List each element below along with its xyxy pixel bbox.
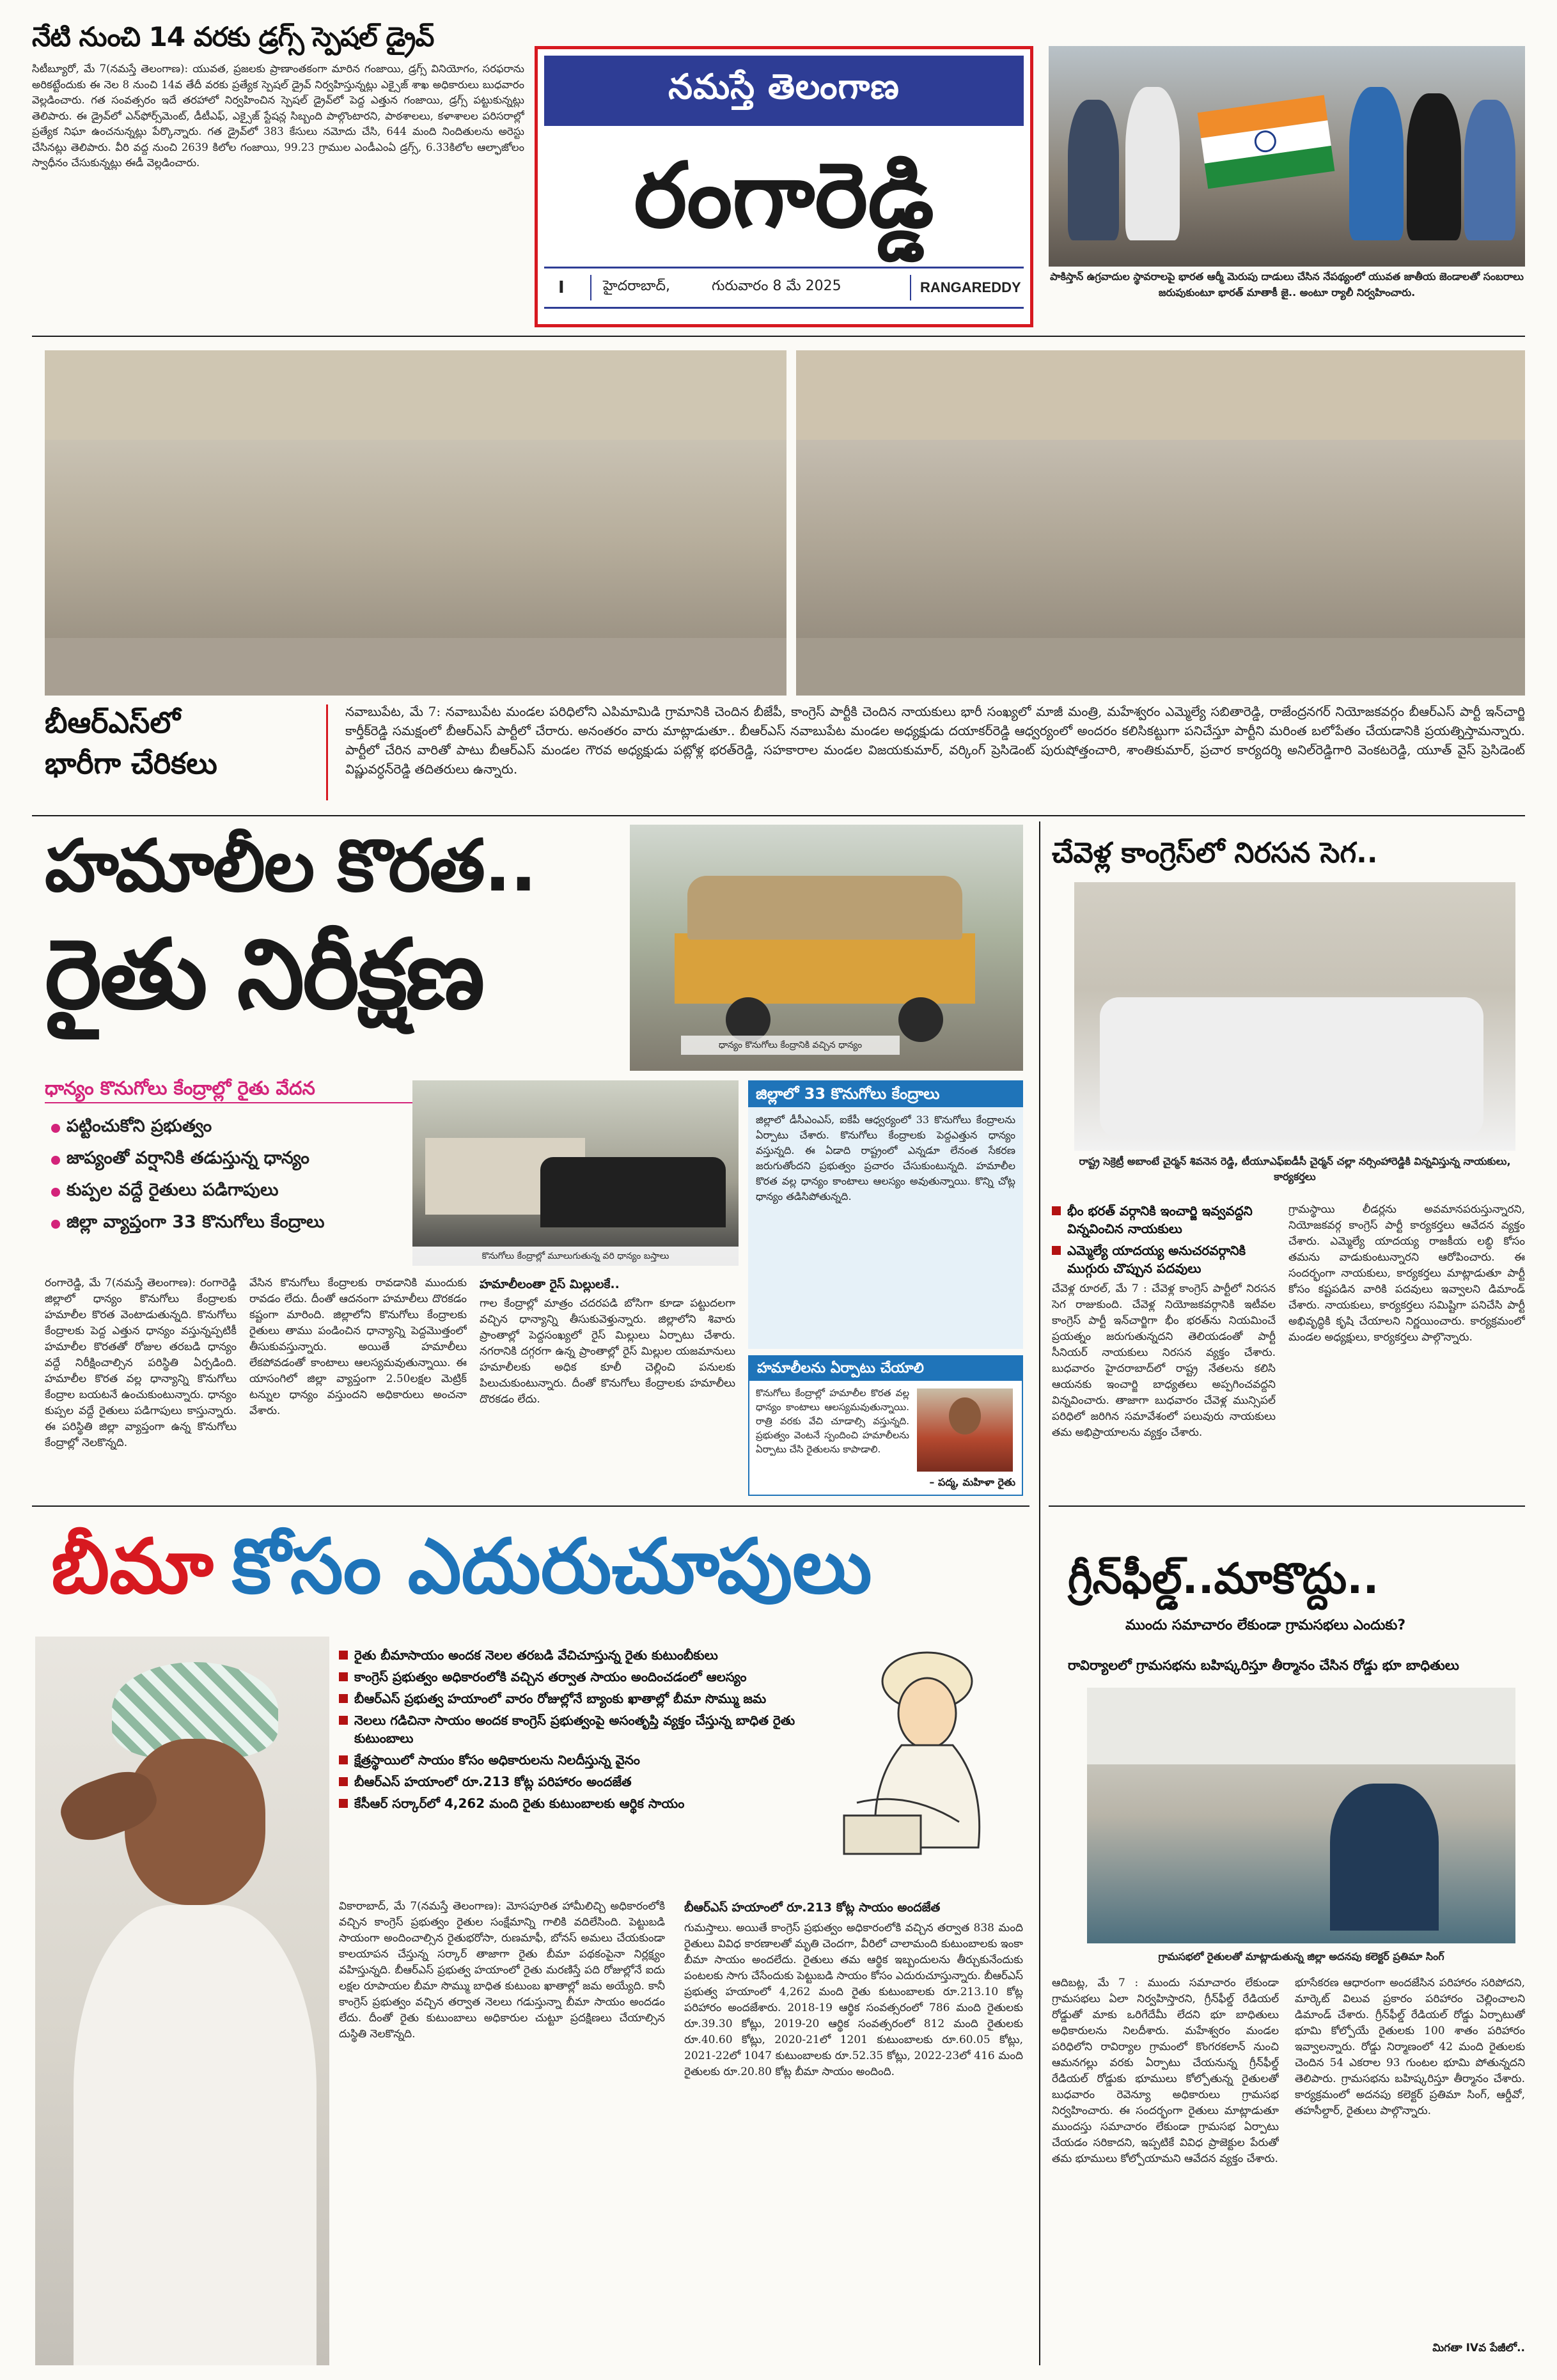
brs-heading [45,702,313,804]
box-33-title: జిల్లాలో 33 కొనుగోలు కేంద్రాలు [748,1080,1023,1107]
box-33-centres [748,1080,1023,1349]
flag-rally-caption: పాకిస్తాన్ ఉగ్రవాదుల స్థావరాలపై భారత ఆర్మీ మెరుపు దాడులు చేసిన నేపథ్యంలో యువత జాతీయ జెండాలతో సంబరాలు జరుపుకుంటూ భారత్ మాతాకీ జై.. అంటూ ర్యాలీ నిర్వహించారు. [1050,270,1524,299]
farmer-cartoon [831,1637,1023,1867]
grain-sacks-caption: ధాన్యం కొనుగోలు కేంద్రానికి వచ్చిన ధాన్యం [681,1036,900,1055]
labour-bullet: పట్టించుకోని ప్రభుత్వం [51,1112,409,1144]
labour-bullet: జిల్లా వ్యాప్తంగా 33 కొనుగోలు కేంద్రాలు [51,1208,409,1240]
chevella-caption: రాష్ట్ర సెక్రెట్రీ అబాంటే చైర్మన్ శివనెన రెడ్డి, టీయూఎఫ్‌ఐడీసీ చైర్మన్ చల్లా నర్సింహారెడ్డికి విన్నవిస్తున్న నాయకులు, కార్యకర్తలు [1079,1155,1511,1183]
edition-en: RANGAREDDY [920,279,1021,295]
insurance-bullet: బీఆర్ఎస్ ప్రభుత్వ హయాంలో వారం రోజుల్లోనే బ్యాంకు ఖాతాల్లో బీమా సొమ్ము జమ [339,1690,838,1707]
tricolor-flag [1198,95,1335,189]
brs-body: నవాబుపేట, మే 7: నవాబుపేట మండల పరిధిలోని ఎపిమామిడి గ్రామానికి చెందిన బీజేపీ, కాంగ్రెస్ పార్టీకి చెందిన నాయకులు భారీ సంఖ్యలో మాజీ మంత్రి, మహేశ్వరం ఎమ్మెల్యే సబితారెడ్డి, రాజేంద్రనగర్ నియోజకవర్గం బీఆర్ఎస్ పార్టీ ఇన్‌చార్జి కార్తీక్‌రెడ్డి సమక్షంలో బీఆర్ఎస్ పార్టీలో చేరారు. అనంతరం వారు మాట్లాడుతూ.. బీఆర్ఎస్ నవాబుపేట మండల అధ్యక్షుడు దయాకర్‌రెడ్డి ఆధ్వర్యంలో అందరం కలిసికట్టుగా పనిచేస్తూ పార్టీని మరింత బలోపేతం చేయడానికి ప్రయత్నిస్తామన్నారు. పార్టీలో చేరిన వారితో పాటు బీఆర్ఎస్ మండల గౌరవ అధ్యక్షుడు పట్లోళ్ల భరత్‌రెడ్డి, సహకారాల మండల విజయకుమార్, వర్కింగ్ ప్రెసిడెంట్ పురుషోత్తంచారి, శాంతికుమార్, ప్రచార కార్యదర్శి అనిల్‌రెడ్డిగారి వెంకటరెడ్డి, యూత్ వైస్ ప్రెసిడెంట్ విష్ణువర్ధన్‌రెడ్డి తదితరులు ఉన్నారు. [345,704,1525,777]
chevella-headline: చేవెళ్ల కాంగ్రెస్‌లో నిరసన సెగ.. [1052,837,1378,869]
insurance-bullet: క్షేత్రస్థాయిలో సాయం కోసం అధికారులను నిలదీస్తున్న వైనం [339,1751,838,1769]
greenfield-tagline: రావిర్యాలలో గ్రామసభను బహిష్కరిస్తూ తీర్మానం చేసిన రోడ్డు భూ బాధితులు [1068,1658,1459,1673]
grain-sacks-photo [630,825,1023,1071]
greenfield-caption: గ్రామసభలో రైతులతో మాట్లాడుతున్న జిల్లా అదనపు కలెక్టర్ ప్రతిమా సింగ్ [1158,1950,1444,1963]
cartoon-illustration [831,1637,1023,1867]
insurance-bullet: బీఆర్ఎస్ హయాంలో రూ.213 కోట్ల పరిహారం అందజేత [339,1773,838,1791]
grain-bags-covered-photo [412,1080,739,1266]
page-number: I [558,278,565,297]
insurance-col-1: వికారాబాద్, మే 7(నమస్తే తెలంగాణ): మోసపూరిత హామీలిచ్చి అధికారంలోకి వచ్చిన కాంగ్రెస్ ప్రభుత్వం రైతుల సంక్షేమాన్ని గాలికి వదిలేసింది. పెట్టుబడి సాయంగా అందించాల్సిన రైతుభరోసా, రుణమాఫీ, బోనస్ అమలు చేయకుండా కాలయాపన చేస్తున్న సర్కార్ తాజాగా రైతు బీమా పథకంపైనా నిర్లక్ష్యం వహిస్తున్నది. బీఆర్ఎస్ ప్రభుత్వ హయాంలో రైతు మరణిస్తే పది రోజుల్లోనే ఐదు లక్షల రూపాయల బీమా సొమ్ము బాధిత కుటుంబ ఖాతాల్లో జమ అయ్యేది. కానీ కాంగ్రెస్ ప్రభుత్వం వచ్చిన తర్వాత నెలలు గడుస్తున్నా బీమా సాయం అందడం లేదు. దీంతో రైతు కుటుంబాలు అధికారుల చుట్టూ ప్రదక్షిణలు చేయాల్సిన దుస్థితి నెలకొన్నది. [339,1900,665,2041]
insurance-bullet: కాంగ్రెస్ ప్రభుత్వం అధికారంలోకి వచ్చిన తర్వాత సాయం అందించడంలో ఆలస్యం [339,1668,838,1686]
drugs-headline: నేటి నుంచి 14 వరకు డ్రగ్స్ స్పెషల్ డ్రైవ్ [32,21,434,52]
farmer-padma-photo [917,1388,1013,1472]
masthead-brand-bar [544,56,1024,126]
drugs-story [32,19,524,320]
labour-headline-2: రైతు నిరీక్షణ [45,919,483,1031]
labour-section-head: హమాలీలంతా రైస్ మిల్లులకే.. [480,1277,620,1291]
dateline-city: హైదరాబాద్, [603,278,670,294]
greenfield-headline: గ్రీన్‌ఫీల్డ్..మాకొద్దు.. [1068,1554,1379,1603]
brs-heading-line1: బీఆర్ఎస్‌లో [45,705,180,740]
chevella-col-1: భీం భరత్ వర్గానికి ఇంచార్జి ఇవ్వవద్దని విన్నవించిన నాయకులు ఎమ్మెల్యే యాదయ్య అనుచరవర్గానికి ముగ్గురు చొప్పున పదవులు చేవెళ్ల రూరల్, మే 7 : చేవెళ్ల కాంగ్రెస్ పార్టీలో నిరసన సెగ రాజుకుంది. చేవెళ్ల నియోజకవర్గానికి ఇటీవల కాంగ్రెస్ పార్టీ ఇన్‌చార్జిగా భీం భరత్‌ను నియమించే ప్రయత్నం జరుగుతున్నదని తెలియడంతో పార్టీ సీనియర్ నాయకులు నిరసన వ్యక్తం చేశారు. బుధవారం హైదరాబాద్‌లో రాష్ట్ర నేతలను కలిసి ఆయనకు ఇంచార్జి బాధ్యతలు అప్పగించవద్దని విన్నవించారు. తాజాగా బుధవారం చేవెళ్ల మున్సిపల్ పరిధిలో జరిగిన సమావేశంలో పలువురు నాయకులు తమ అభిప్రాయాలను వ్యక్తం చేశారు. [1052,1203,1276,1439]
brs-joining-photo-left [45,350,786,696]
flag-rally-photo [1049,46,1525,267]
dateline-bar [544,267,1024,309]
labour-bullets [51,1112,409,1259]
insurance-headline-b: కోసం ఎదురుచూపులు [231,1522,872,1610]
labour-bullet: కుప్పల వద్దే రైతులు పడిగాపులు [51,1176,409,1208]
labour-headline-1: హమాలీల కొరత.. [45,825,536,908]
box-hamali [748,1355,1023,1496]
greenfield-col-1: ఆదిబట్ల, మే 7 : ముందు సమాచారం లేకుండా గ్రామసభలు ఏలా నిర్వహిస్తారని, గ్రీన్‌ఫీల్డ్ రేడియల్ రోడ్డుతో మాకు ఒరిగేదేమీ లేదని భూ బాధితులు అధికారులను నిలదీశారు. మహేశ్వరం మండల పరిధిలోని రావిర్యాల గ్రామంలో కొంగరకలాన్ నుంచి ఆమనగల్లు వరకు ఏర్పాటు చేయనున్న గ్రీన్‌ఫీల్డ్ రేడియల్ రోడ్డుకు భూములు కోల్పోతున్న రైతులతో బుధవారం రెవెన్యూ అధికారులు గ్రామసభ నిర్వహించారు. ఈ సందర్భంగా రైతులు మాట్లాడుతూ ముందస్తు సమాచారం లేకుండా గ్రామసభ ఏర్పాటు చేయడం సరికాదని, ఇప్పటికే వివిధ ప్రాజెక్టుల పేరుతో తమ భూములు కోల్పోయామని ఆవేదన వ్యక్తం చేశారు. [1052,1977,1279,2165]
brs-joining-photo-right [796,350,1525,696]
brand-logo: నమస్తే తెలంగాణ [668,66,900,107]
insurance-bullet: రైతు బీమాసాయం అందక నెలల తరబడి వేచిచూస్తున్న రైతు కుటుంబీకులు [339,1646,838,1664]
box-hamali-title: హమాలీలను ఏర్పాటు చేయాలి [749,1357,1022,1381]
greenfield-col-2: భూసేకరణ ఆధారంగా అందజేసిన పరిహారం సరిపోదని, మార్కెట్ విలువ ప్రకారం పరిహారం చెల్లించాలని డిమాండ్ చేశారు. గ్రీన్‌ఫీల్డ్ రేడియల్ రోడ్డు ఏర్పాటుతో భూమి కోల్పోయే రైతులకు 100 శాతం పరిహారం ఇవ్వాలన్నారు. రోడ్డు నిర్మాణంలో 42 మంది రైతులకు చెందిన 54 ఎకరాల 93 గుంటల భూమి పోతున్నదని తెలిపారు. గ్రామసభను బహిష్కరిస్తూ తీర్మానం చేశారు. కార్యక్రమంలో అదనపు కలెక్టర్ ప్రతిమా సింగ్, ఆర్డీవో, తహసీల్దార్, రైతులు పాల్గొన్నారు. మిగతా IVవ పేజీలో.. [1295,1975,1525,2365]
chevella-meeting-photo [1074,882,1515,1151]
greenfield-meeting-photo [1087,1688,1515,1943]
dateline-date: గురువారం 8 మే 2025 [712,278,841,294]
labour-bullet: జాప్యంతో వర్షానికి తడుస్తున్న ధాన్యం [51,1144,409,1176]
insurance-section-head: బీఆర్ఎస్ హయాంలో రూ.213 కోట్ల సాయం అందజేత [684,1901,941,1915]
box-33-body: జిల్లాలో డీసీఎంఎస్, ఐకేపీ ఆధ్వర్యంలో 33 కొనుగోలు కేంద్రాలను ఏర్పాటు చేశారు. కొనుగోలు కేంద్రాలకు పెద్దఎత్తున ధాన్యం వస్తున్నది. ఈ ఏడాది రాష్ట్రంలో ఎన్నడూ లేనంత సేకరణ జరుగుతోందని ప్రభుత్వం ప్రచారం చేసుకుంటున్నది. హమాలీల కొరత వల్ల ధాన్యం కాంటాలు ఆలస్యం అవుతున్నాయి. కొన్ని చోట్ల ధాన్యం తడిసిపోతున్నది. [756,1114,1015,1202]
greenfield-subhead: ముందు సమాచారం లేకుండా గ్రామసభలు ఎందుకు? [1125,1617,1406,1633]
chevella-bullet: ఎమ్మెల్యే యాదయ్య అనుచరవర్గానికి ముగ్గురు చొప్పున పదవులు [1052,1241,1276,1277]
farmer-worried-photo [35,1637,329,2365]
box-hamali-body: కొనుగోలు కేంద్రాల్లో హమాలీల కొరత వల్ల ధాన్యం కాంటాలు ఆలస్యమవుతున్నాయి. రాత్రి వరకు వేచి చూడాల్సి వస్తున్నది. ప్రభుత్వం వెంటనే స్పందించి హమాలీలను ఏర్పాటు చేసి రైతులను కాపాడాలి. [756,1387,909,1455]
box-hamali-credit: – పద్మ, మహిళా రైతు [929,1476,1015,1488]
insurance-headline-a: బీమా [51,1522,214,1610]
brs-heading-line2: భారీగా చేరికలు [45,746,217,781]
labour-subhead: ధాన్యం కొనుగోలు కేంద్రాల్లో రైతు వేదన [45,1074,428,1103]
insurance-bullet: నెలలు గడిచినా సాయం అందక కాంగ్రెస్ ప్రభుత్వంపై అసంతృప్తి వ్యక్తం చేస్తున్న బాధిత రైతు కుటుంబాలు [339,1711,838,1747]
continued-note: మిగతా IVవ పేజీలో.. [1432,2342,1525,2354]
insurance-col-2: బీఆర్ఎస్ హయాంలో రూ.213 కోట్ల సాయం అందజేత గుమస్తాలు. అయితే కాంగ్రెస్ ప్రభుత్వం అధికారంలోకి వచ్చిన తర్వాత 838 మంది రైతులు వివిధ కారణాలతో మృతి చెందగా, వీరిలో చాలామంది కుటుంబాలకు ఇంకా బీమా సాయం అందలేదు. రైతులు తమ ఆర్థిక ఇబ్బందులను తీర్చుకునేందుకు పంటలకు సాగు చేసేందుకు పెట్టుబడి సాయం కోసం ఎదురుచూస్తున్నారు. బీఆర్ఎస్ ప్రభుత్వ హయాంలో 4,262 మంది రైతు కుటుంబాలకు రూ.213.10 కోట్ల పరిహారం అందజేశారు. 2018-19 ఆర్థిక సంవత్సరంలో 786 మంది రైతులకు రూ.39.30 కోట్లు, 2019-20 ఆర్థిక సంవత్సరంలో 812 మంది రైతులకు రూ.40.60 కోట్లు, 2020-21లో 1201 కుటుంబాలకు రూ.60.05 కోట్లు, 2021-22లో 1047 కుటుంబాలకు రూ.52.35 కోట్లు, 2022-23లో 416 మంది రైతులకు రూ.20.80 కోట్ల బీమా సాయం అందింది. [684,1899,1023,2359]
edition-title: రంగారెడ్డి [634,144,934,248]
insurance-bullets [339,1646,838,1889]
masthead [535,46,1033,327]
insurance-headline [51,1518,1010,1614]
insurance-bullet: కేసీఆర్ సర్కార్‌లో 4,262 మంది రైతు కుటుంబాలకు ఆర్థిక సాయం [339,1794,838,1812]
labour-col-3: హమాలీలంతా రైస్ మిల్లులకే.. గాల కేంద్రాల్లో మాత్రం చదరపడి బోసిగా కూడా పట్టుదలగా వచ్చిన ధాన్యాన్ని తీసుకువెళ్తున్నారు. జిల్లాలోని శివారు ప్రాంతాల్లో పెద్దసంఖ్యలో రైస్ మిల్లులు ఏర్పాటు చేశారు. నగరానికి దగ్గరగా ఉన్న ప్రాంతాల్లో రైస్ మిల్లుల యజమానులు హమాలీలకు అధిక కూలీ చెల్లించి పనులకు పిలుచుకుంటున్నారు. దీంతో కొనుగోలు కేంద్రాలకు హమాలీలు దొరకడం లేదు. [480,1275,735,1496]
chevella-bullet: భీం భరత్ వర్గానికి ఇంచార్జి ఇవ్వవద్దని విన్నవించిన నాయకులు [1052,1202,1276,1238]
drugs-body: సిటీబ్యూరో, మే 7(నమస్తే తెలంగాణ): యువత, ప్రజలకు ప్రాణాంతకంగా మారిన గంజాయి, డ్రగ్స్ వినియోగం, సరఫరాను అరికట్టేందుకు ఈ నెల 8 నుంచి 14వ తేదీ వరకు ప్రత్యేక స్పెషల్ డ్రైవ్ నిర్వహిస్తున్నట్లు ఎక్సైజ్ శాఖ అధికారులు బుధవారం వెల్లడించారు. గత సంవత్సరం ఇదే తరహాలో నిర్వహించిన స్పెషల్ డ్రైవ్‌లో పెద్ద ఎత్తున గంజాయి, డ్రగ్స్ పట్టుకున్నట్లు తెలిపారు. ఈ డ్రైవ్‌లో ఎన్‌ఫోర్స్‌మెంట్, డీటీఎఫ్, ఎక్సైజ్ స్టేషన్ల సిబ్బంది పాల్గొంటారని, పాఠశాలలు, కళాశాలల పరిసరాల్లో ప్రత్యేక నిఘా ఉంచనున్నట్లు పేర్కొన్నారు. గత డ్రైవ్‌లో 383 కేసులు నమోదు చేసి, 644 మంది నిందితులను అరెస్టు చేసినట్లు తెలిపారు. వీరి వద్ద నుంచి 2639 కిలోల గంజాయి, 99.23 గ్రాముల ఎండీఎంఏ డ్రగ్స్, 6.33కిలోల ఆల్ఫాజోలం స్వాధీనం చేసుకున్నట్లు ఈడీ వెల్లడించారు. [32,63,524,169]
trolley [675,933,975,1004]
chevella-col-2: గ్రామస్థాయి లీడర్లను అవమానపరుస్తున్నారని, నియోజకవర్గ కాంగ్రెస్ పార్టీ కార్యకర్తలు ఆవేదన వ్యక్తం చేశారు. ఎమ్మెల్యే యాదయ్య రాజకీయ లబ్ధి కోసం తమను వాడుకుంటున్నారని ఆరోపించారు. ఈ సందర్భంగా నాయకులు, కార్యకర్తలు మాట్లాడుతూ పార్టీ కోసం కష్టపడిన వారికి పదవులు ఇవ్వాలని డిమాండ్ చేశారు. నాయకులు, కార్యకర్తలు సమిష్టిగా పనిచేసి పార్టీ అభివృద్ధికి కృషి చేయాలని నిర్ణయించారు. కార్యక్రమంలో మండల అధ్యక్షులు, కార్యకర్తలు పాల్గొన్నారు. [1288,1203,1525,1344]
grain-bags-caption: కొనుగోలు కేంద్రాల్లో మూలుగుతున్న వరి ధాన్యం బస్తాలు [412,1247,739,1266]
labour-col-2: వేసిన కొనుగోలు కేంద్రాలకు రావడానికి ముందుకు రావడం లేదు. దీంతో ఆదనంగా హమాలీలు దొరకడం కష్టంగా మారింది. జిల్లాలోని కొనుగోలు కేంద్రాలకు రైతులు తాము పండించిన ధాన్యాన్ని పెద్దమొత్తంలో తీసుకువస్తున్నారు. అయితే హమాలీలు లేకపోవడంతో కాంటాలు ఆలస్యమవుతున్నాయి. ఈ యాసంగిలో జిల్లా వ్యాప్తంగా 2.50లక్షల మెట్రిక్ టన్నుల ధాన్యం వస్తుందని అధికారులు అంచనా వేశారు. [249,1277,467,1417]
labour-col-1: రంగారెడ్డి, మే 7(నమస్తే తెలంగాణ): రంగారెడ్డి జిల్లాలో ధాన్యం కొనుగోలు కేంద్రాలకు హమాలీల కొరత వెంటాడుతున్నది. కొనుగోలు కేంద్రాలకు పెద్ద ఎత్తున ధాన్యం వస్తున్నప్పటికీ హమాలీల కొరతతో రోజుల తరబడి ధాన్యం వద్దే నిరీక్షించాల్సిన పరిస్థితి ఏర్పడింది. హమాలీల కొరత వల్ల ధాన్యాన్ని కొనుగోలు కేంద్రాల బయటనే ఉంచుకుంటున్నారు. ధాన్యం కుప్పల వద్దే రైతులు పడిగాపులు కాస్తున్నారు. ఈ పరిస్థితి జిల్లా వ్యాప్తంగా ఉన్న కొనుగోలు కేంద్రాల్లో నెలకొన్నది. [45,1277,237,1449]
